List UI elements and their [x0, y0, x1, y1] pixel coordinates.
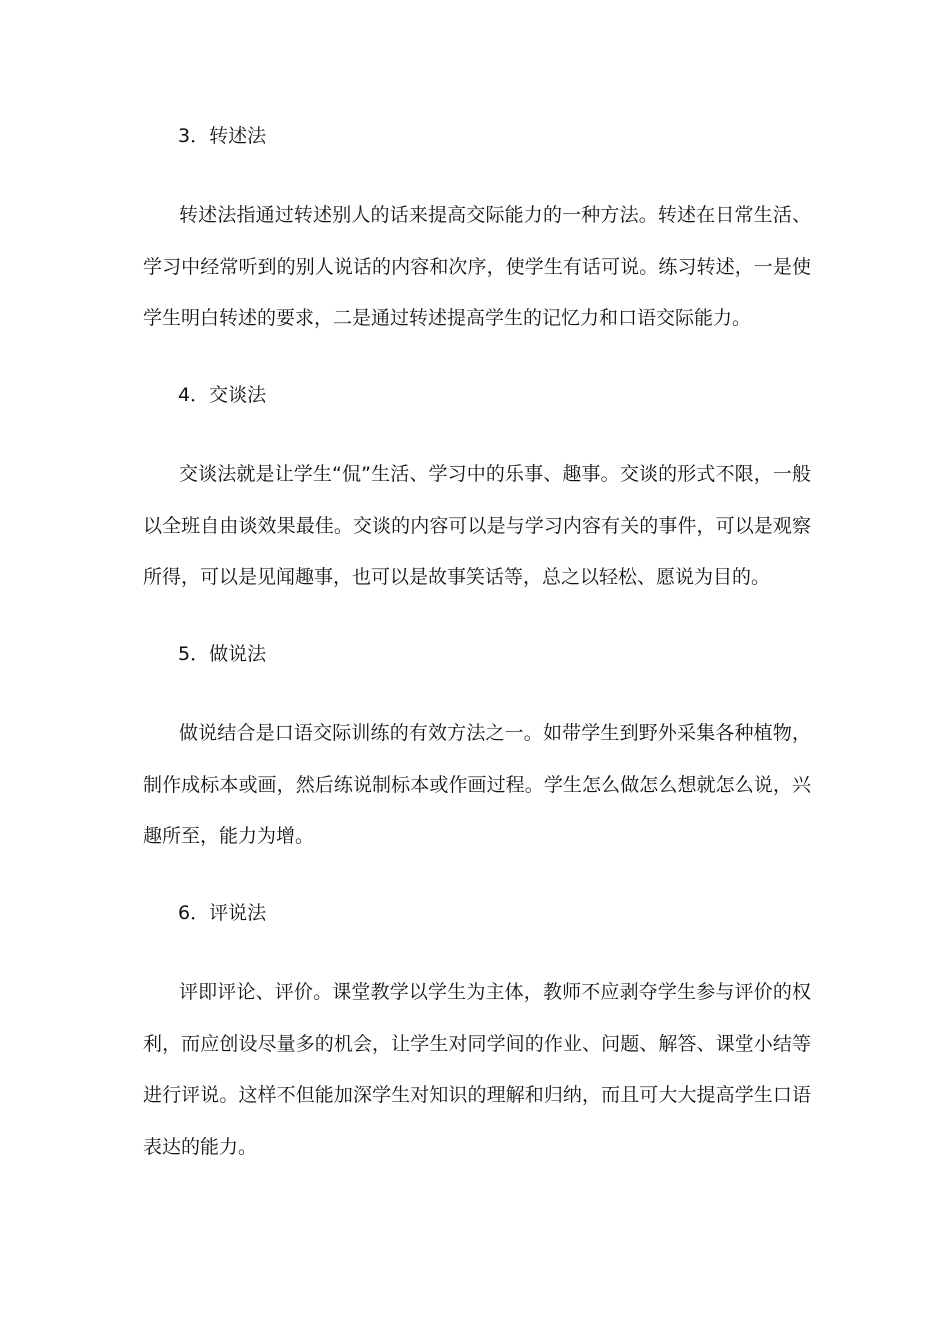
- section-heading-4: 4．交谈法: [178, 384, 267, 406]
- section-body-3: 转述法指通过转述别人的话来提高交际能力的一种方法。转述在日常生活、学习中经常听到的别人说话的内容和次序，使学生有话可说。练习转述，一是使学生明白转述的要求，二是通过转述提高学生的记忆力和口语交际能力。: [143, 204, 811, 330]
- section-body-6: 评即评论、评价。课堂教学以学生为主体，教师不应剥夺学生参与评价的权利，而应创设尽量多的机会，让学生对同学间的作业、问题、解答、课堂小结等进行评说。这样不但能加深学生对知识的理解和归纳，而且可大大提高学生口语表达的能力。: [143, 981, 811, 1159]
- section-body-5: 做说结合是口语交际训练的有效方法之一。如带学生到野外采集各种植物，制作成标本或画，然后练说制标本或作画过程。学生怎么做怎么想就怎么说，兴趣所至，能力为增。: [143, 722, 811, 848]
- section-heading-6: 6．评说法: [178, 902, 267, 924]
- section-body-4: 交谈法就是让学生“侃”生活、学习中的乐事、趣事。交谈的形式不限，一般以全班自由谈效果最佳。交谈的内容可以是与学习内容有关的事件，可以是观察所得，可以是见闻趣事，也可以是故事笑话等，总之以轻松、愿说为目的。: [143, 463, 811, 589]
- section-heading-3: 3．转述法: [178, 125, 267, 147]
- section-heading-5: 5．做说法: [178, 643, 267, 665]
